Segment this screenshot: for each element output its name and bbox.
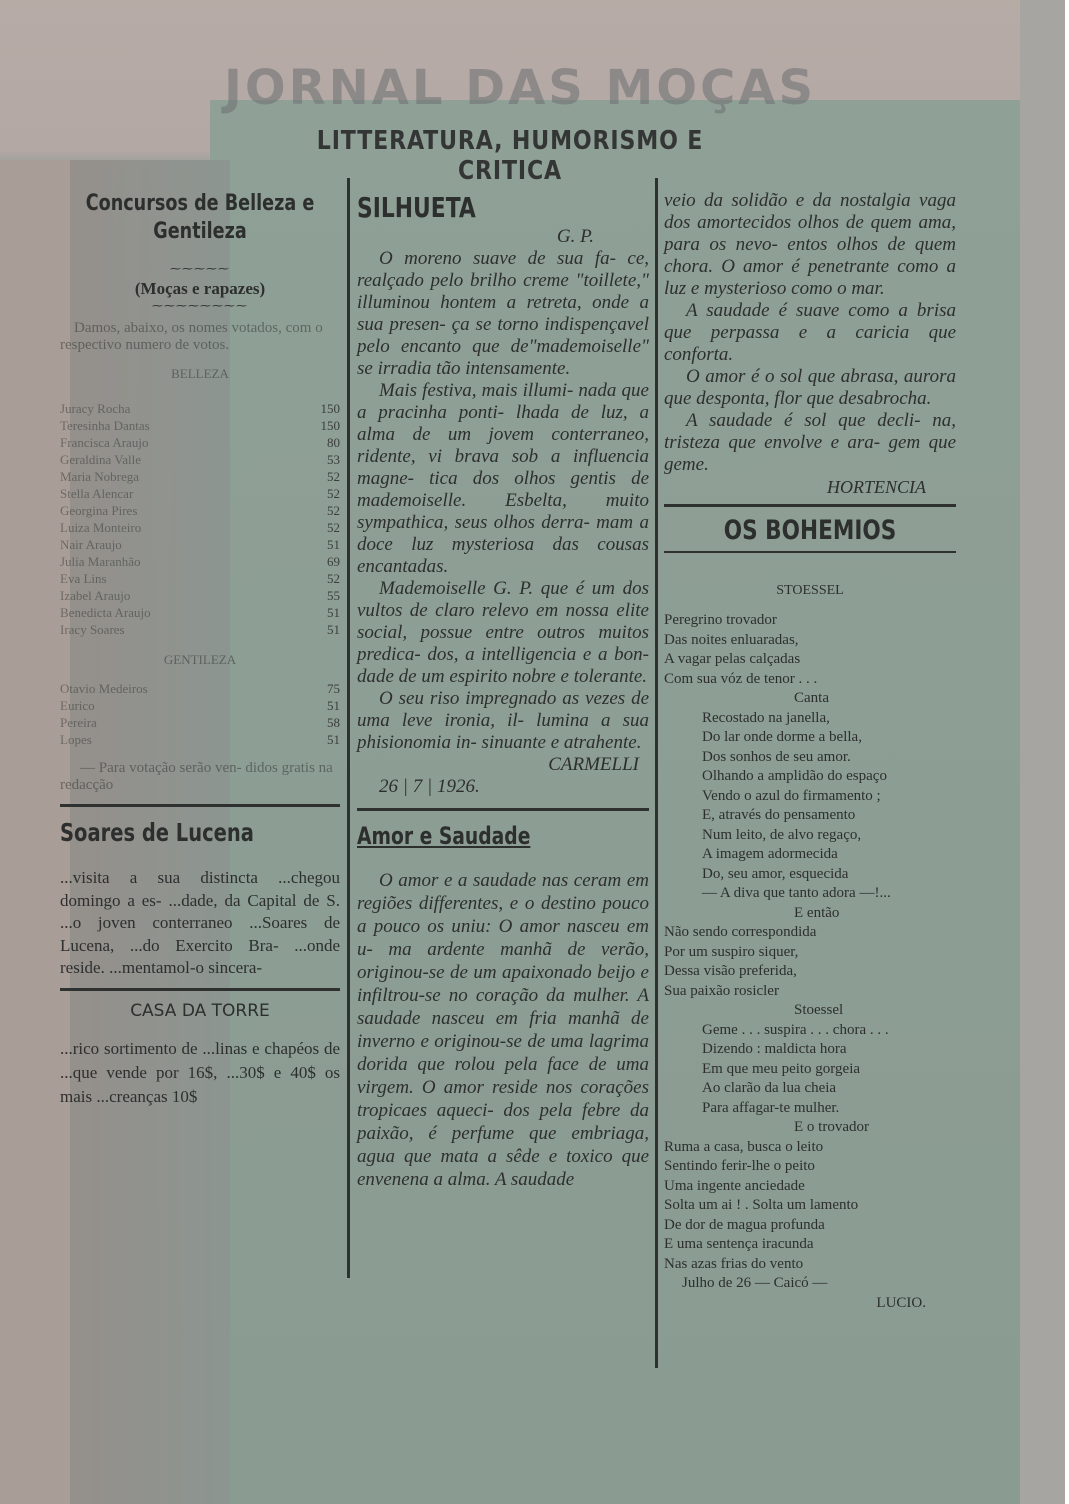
ornament-2: ⁓⁓⁓⁓⁓⁓⁓⁓ xyxy=(152,300,248,312)
paragraph: Mademoiselle G. P. que é um dos vultos de claro relevo em nossa elite social, possue entre outros muitos predica- dos, a intelligencia e a bon- dade de um espirito nobre e tolerante. xyxy=(357,578,649,687)
beleza-heading: BELLEZA xyxy=(171,366,229,381)
right-rule-2 xyxy=(664,551,956,553)
vote-name: Luiza Monteiro xyxy=(60,520,142,535)
silhueta-text xyxy=(357,248,649,754)
poem-line: Stoessel xyxy=(794,1002,844,1018)
paragraph: A saudade é sol que decli- na, tristeza que envolve e ara- gem que geme. xyxy=(664,410,956,475)
contest-intro: Damos, abaixo, os nomes votados, com o respectivo numero de votos. xyxy=(60,320,323,353)
silhueta-title: SILHUETA xyxy=(357,191,476,224)
vote-count: 52 xyxy=(327,486,340,501)
poem-line: Sentindo ferir-lhe o peito xyxy=(664,1158,815,1174)
vote-count: 51 xyxy=(327,537,340,552)
poem-line: Com sua vóz de tenor . . . xyxy=(664,670,818,687)
poem-line: Por um suspiro siquer, xyxy=(664,943,799,960)
vote-count: 80 xyxy=(327,435,340,450)
silhueta-column xyxy=(357,190,649,1191)
vote-row xyxy=(60,502,340,519)
poem-line: De dor de magua profunda xyxy=(664,1216,825,1233)
column-rule-1 xyxy=(347,178,350,1278)
vote-count: 69 xyxy=(327,554,340,569)
vote-name: Juracy Rocha xyxy=(60,401,131,416)
beleza-votes xyxy=(60,400,340,638)
ornament-1: ⁓⁓⁓⁓⁓ xyxy=(170,263,230,275)
paragraph: A saudade é suave como a brisa que perpassa e a caricia que conforta. xyxy=(664,300,956,365)
vote-count: 51 xyxy=(327,622,340,637)
vote-count: 52 xyxy=(327,571,340,586)
bohemios-subtitle: STOESSEL xyxy=(776,583,844,598)
vote-name: Nair Araujo xyxy=(60,537,122,552)
vote-row xyxy=(60,451,340,468)
poem-line: — A diva que tanto adora —!... xyxy=(702,885,891,901)
contest-title: Concursos de Belleza e Gentileza xyxy=(85,191,315,244)
poem-line: Ruma a casa, busca o leito xyxy=(664,1138,824,1155)
contest-subtitle: (Moças e rapazes) xyxy=(134,279,266,298)
vote-row xyxy=(60,485,340,502)
vote-name: Stella Alencar xyxy=(60,486,134,501)
contest-note: — Para votação serão ven- didos gratis na redacção xyxy=(60,760,333,793)
vote-row xyxy=(60,621,340,638)
vote-row xyxy=(60,519,340,536)
right-edge xyxy=(1020,0,1065,1504)
poem-line: Não sendo correspondida xyxy=(664,924,817,940)
amor-continuation xyxy=(664,190,956,476)
amor-title: Amor e Saudade xyxy=(357,822,531,850)
vote-count: 52 xyxy=(327,520,340,535)
torre-text: ...rico sortimento de ...linas e chapéos de ...que vende por 16$, ...30$ e 40$ os mais ...creanças 10$ xyxy=(60,1038,340,1106)
vote-count: 55 xyxy=(327,588,340,603)
vote-count: 51 xyxy=(327,605,340,620)
vote-count: 58 xyxy=(327,715,340,730)
poem-line: E uma sentença iracunda xyxy=(664,1236,814,1252)
poem-line: A vagar pelas calçadas xyxy=(664,651,801,667)
poem-signature: LUCIO. xyxy=(876,1294,926,1311)
gentileza-heading: GENTILEZA xyxy=(163,652,237,667)
poem-line: Uma ingente anciedade xyxy=(664,1177,805,1194)
vote-row xyxy=(60,714,340,731)
vote-row xyxy=(60,680,340,697)
vote-row xyxy=(60,536,340,553)
poem-line: Do lar onde dorme a bella, xyxy=(702,729,862,745)
poem-line: Recostado na janella, xyxy=(702,709,830,726)
paragraph: Mais festiva, mais illumi- nada que a pracinha ponti- lhada de luz, a alma de um jovem conterraneo, ridente, vi brava sob a influencia magne- tica dos olhos gentis de mademoiselle. Esbelta, muito sympathica, seus olhos derra- mam a doce luz mysteriosa das cousas encantadas. xyxy=(357,380,649,577)
vote-row xyxy=(60,697,340,714)
vote-name: Geraldina Valle xyxy=(60,452,141,467)
silhueta-date: 26 | 7 | 1926. xyxy=(379,776,480,797)
left-column xyxy=(60,190,340,1109)
poem-line: Olhando a amplidão do espaço xyxy=(702,768,887,784)
poem-line: E então xyxy=(794,904,840,921)
bohemios-poem xyxy=(664,611,956,1274)
left-rule-2 xyxy=(60,988,340,991)
vote-name: Eva Lins xyxy=(60,571,107,586)
vote-row xyxy=(60,553,340,570)
vote-name: Pereira xyxy=(60,715,97,730)
vote-row xyxy=(60,417,340,434)
vote-row xyxy=(60,604,340,621)
poem-line: Nas azas frias do vento xyxy=(664,1255,804,1272)
poem-line: Para affagar-te mulher. xyxy=(702,1099,840,1116)
poem-line: E o trovador xyxy=(794,1119,869,1135)
vote-count: 51 xyxy=(327,698,340,713)
vote-name: Julia Maranhão xyxy=(60,554,141,569)
right-column xyxy=(664,190,956,1313)
vote-count: 52 xyxy=(327,503,340,518)
poem-line: Peregrino trovador xyxy=(664,612,777,628)
vote-row xyxy=(60,570,340,587)
amor-text: O amor e a saudade nas ceram em regiões differentes, e o destino pouco a pouco os uniu: O amor nasceu em u- ma ardente manhã de verão, originou-se de um apaixonado beijo e infiltrou-se no coração da mulher. A saudade nasceu em fria manhã de inverno e originou-se de uma lagrima dorida que rolou pela face de uma virgem. O amor reside nos corações tropicaes aqueci- dos pela febre da paixão, é perfume que embriaga, agua que mata a sêde e toxico que envenena a alma. A saudade xyxy=(357,870,649,1190)
vote-row xyxy=(60,468,340,485)
silhueta-rule xyxy=(357,808,649,811)
vote-name: Francisca Araujo xyxy=(60,435,149,450)
torre-title: CASA DA TORRE xyxy=(130,1000,270,1021)
vote-count: 75 xyxy=(327,681,340,696)
lucena-title: Soares de Lucena xyxy=(60,818,254,847)
paragraph: veio da solidão e da nostalgia vaga dos amortecidos olhos de quem ama, para os nevo- entos olhos de quem chora. O amor é penetrante como a luz e mysterioso como o mar. xyxy=(664,190,956,299)
vote-count: 51 xyxy=(327,732,340,747)
vote-name: Izabel Araujo xyxy=(60,588,131,603)
right-rule-1 xyxy=(664,504,956,507)
poem-line: Vendo o azul do firmamento ; xyxy=(702,787,881,804)
poem-line: Em que meu peito gorgeia xyxy=(702,1060,861,1077)
column-rule-2 xyxy=(655,178,658,1368)
poem-line: Num leito, de alvo regaço, xyxy=(702,826,862,843)
vote-row xyxy=(60,400,340,417)
poem-line: Dessa visão preferida, xyxy=(664,963,797,979)
bohemios-title: OS BOHEMIOS xyxy=(723,515,897,546)
amor-signature: HORTENCIA xyxy=(827,477,926,497)
lucena-text: ...visita a sua distincta ...chegou domingo a es- ...dade, da Capital de S. ...o joven conterraneo ...Soares de Lucena, ...do Exercito Bra- ...onde reside. ...mentamol-o sincera- xyxy=(60,868,340,977)
poem-line: Dos sonhos de seu amor. xyxy=(702,748,851,765)
vote-row xyxy=(60,587,340,604)
vote-row xyxy=(60,731,340,748)
masthead-subtitle: LITTERATURA, HUMORISMO E CRITICA xyxy=(316,126,704,186)
vote-count: 52 xyxy=(327,469,340,484)
poem-line: Ao clarão da lua cheia xyxy=(702,1080,837,1096)
vote-name: Eurico xyxy=(60,698,95,713)
poem-line: Solta um ai ! . Solta um lamento xyxy=(664,1197,859,1213)
poem-line: Das noites enluaradas, xyxy=(664,631,799,648)
gentileza-votes xyxy=(60,680,340,748)
vote-count: 150 xyxy=(320,401,340,416)
poem-line: E, através do pensamento xyxy=(702,807,856,823)
vote-name: Iracy Soares xyxy=(60,622,125,637)
vote-name: Lopes xyxy=(60,732,92,747)
poem-line: A imagem adormecida xyxy=(702,846,838,862)
poem-line: Dizendo : maldicta hora xyxy=(702,1041,847,1057)
poem-line: Sua paixão rosicler xyxy=(664,982,779,999)
vote-name: Otavio Medeiros xyxy=(60,681,148,696)
masthead-title: JORNAL DAS MOÇAS xyxy=(223,60,817,116)
silhueta-dedication: G. P. xyxy=(556,226,594,247)
paragraph: O moreno suave de sua fa- ce, realçado pelo brilho creme "toillete," illuminou hontem a retreta, onde a sua presen- ça se torno indispençavel pelo encanto que de"mademoiselle" se irradia tão intensamente. xyxy=(357,248,649,379)
poem-line: Canta xyxy=(794,690,829,706)
vote-name: Georgina Pires xyxy=(60,503,138,518)
poem-line: Geme . . . suspira . . . chora . . . xyxy=(702,1021,889,1038)
vote-name: Teresinha Dantas xyxy=(60,418,150,433)
paragraph: O amor é o sol que abrasa, aurora que desponta, flor que desabrocha. xyxy=(664,366,956,409)
poem-line: Do, seu amor, esquecida xyxy=(702,865,849,882)
vote-count: 150 xyxy=(320,418,340,433)
paragraph: O seu riso impregnado as vezes de uma leve ironia, il- lumina a sua phisionomia in- sinuante e atrahente. xyxy=(357,688,649,753)
left-rule-1 xyxy=(60,804,340,807)
vote-name: Benedicta Araujo xyxy=(60,605,151,620)
poem-date: Julho de 26 — Caicó — xyxy=(682,1275,828,1291)
silhueta-signature: CARMELLI xyxy=(548,754,639,775)
vote-count: 53 xyxy=(327,452,340,467)
vote-name: Maria Nobrega xyxy=(60,469,140,484)
vote-row xyxy=(60,434,340,451)
